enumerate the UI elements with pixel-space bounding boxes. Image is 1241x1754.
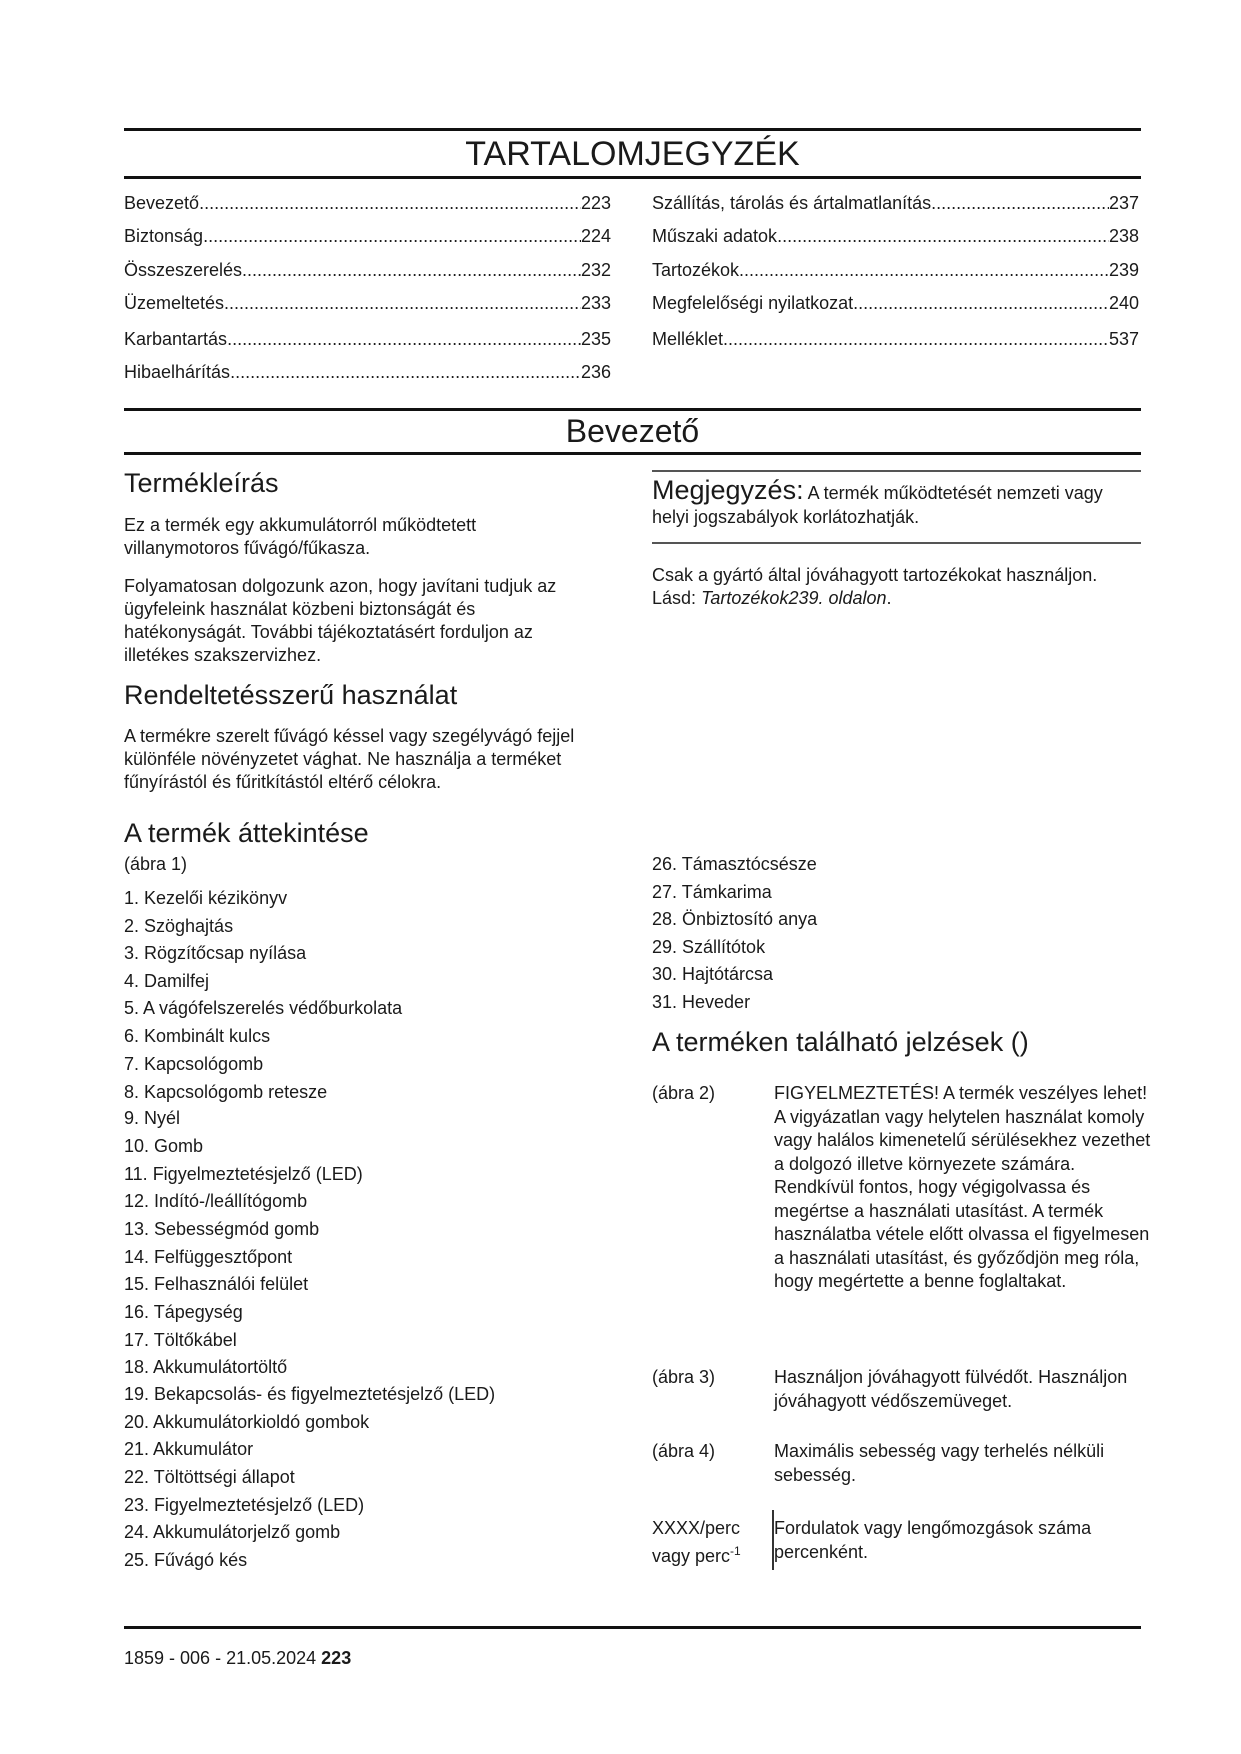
symbol-text-3: Maximális sebesség vagy terhelés nélküli sebesség.	[774, 1441, 1105, 1485]
symbol-label-4-line1: XXXX/perc	[652, 1518, 741, 1538]
overview-right-item-1: 26. Támasztócsésze	[652, 854, 817, 874]
overview-left-item-5: 5. A vágófelszerelés védőburkolata	[124, 998, 403, 1018]
overview-left-item-21: 21. Akkumulátor	[124, 1439, 254, 1459]
overview-left-item-19: 19. Bekapcsolás- és figyelmeztetésjelző (LED)	[124, 1384, 496, 1404]
toc-leader-dots	[739, 258, 1109, 282]
overview-left-item-6: 6. Kombinált kulcs	[124, 1026, 271, 1046]
overview-left-item-8: 8. Kapcsológomb retesze	[124, 1082, 328, 1102]
footer	[124, 1646, 351, 1670]
overview-left-item-15: 15. Felhasználói felület	[124, 1274, 309, 1294]
toc-bottom-rule	[124, 176, 1141, 179]
toc-entry-page: 237	[1108, 193, 1139, 213]
toc-leader-dots	[853, 291, 1109, 315]
symbol-label-3: (ábra 4)	[652, 1441, 716, 1461]
toc-entry-page: 236	[580, 362, 611, 382]
overview-left-item-16: 16. Tápegység	[124, 1302, 243, 1322]
note-top-rule	[652, 470, 1141, 472]
toc-entry-page: 240	[1108, 293, 1139, 313]
toc-entry-label: Bevezető	[124, 193, 200, 213]
overview-right-item-3: 28. Önbiztosító anya	[652, 909, 818, 929]
toc-entry-page: 232	[580, 260, 611, 280]
toc-entry-right-5[interactable]	[652, 327, 1139, 351]
toc-entry-page: 537	[1108, 329, 1139, 349]
toc-entry-page: 223	[580, 193, 611, 213]
toc-entry-left-3[interactable]	[124, 258, 611, 282]
symbol-label-4-line2: vagy perc$^{-1}$	[652, 1544, 741, 1566]
toc-leader-dots	[203, 224, 581, 248]
symbols-heading: A terméken található jelzések ()	[652, 1027, 1029, 1057]
toc-entry-right-4[interactable]	[652, 291, 1139, 315]
overview-left-item-9: 9. Nyél	[124, 1108, 181, 1128]
symbol-label-4	[652, 1517, 741, 1568]
toc-entry-label: Műszaki adatok	[652, 226, 778, 246]
toc-entry-left-1[interactable]	[124, 191, 611, 215]
overview-left-item-11: 11. Figyelmeztetésjelző (LED)	[124, 1164, 363, 1184]
toc-entry-right-2[interactable]	[652, 224, 1139, 248]
note-block	[652, 475, 1141, 529]
toc-entry-label: Szállítás, tárolás és ártalmatlanítás	[652, 193, 932, 213]
intended-use-heading: Rendeltetésszerű használat	[124, 680, 458, 710]
accessories-paragraph	[652, 564, 1141, 610]
toc-leader-dots	[931, 191, 1109, 215]
toc-entry-page: 239	[1108, 260, 1139, 280]
product-description-heading: Termékleírás	[124, 468, 279, 498]
overview-figure-ref: (ábra 1)	[124, 854, 188, 874]
note-lead: Megjegyzés:	[652, 475, 804, 505]
overview-left-item-12: 12. Indító-/leállítógomb	[124, 1191, 308, 1211]
overview-right-item-2: 27. Támkarima	[652, 882, 772, 902]
overview-left-item-23: 23. Figyelmeztetésjelző (LED)	[124, 1495, 365, 1515]
footer-doc-ref: 1859 - 006 - 21.05.2024	[124, 1648, 317, 1668]
toc-entry-label: Tartozékok	[652, 260, 740, 280]
symbol-text-2: Használjon jóváhagyott fülvédőt. Használjon jóváhagyott védőszemüveget.	[774, 1367, 1128, 1411]
toc-entry-left-4[interactable]	[124, 291, 611, 315]
toc-leader-dots	[777, 224, 1109, 248]
overview-left-item-1: 1. Kezelői kézikönyv	[124, 888, 288, 908]
overview-left-item-17: 17. Töltőkábel	[124, 1330, 237, 1350]
toc-entry-right-1[interactable]	[652, 191, 1139, 215]
overview-heading: A termék áttekintése	[124, 818, 369, 848]
accessories-end: .	[886, 588, 892, 608]
overview-right-item-6: 31. Heveder	[652, 992, 751, 1012]
toc-leader-dots	[227, 327, 581, 351]
footer-page-number: 223	[321, 1648, 352, 1668]
toc-entry-label: Üzemeltetés	[124, 293, 225, 313]
overview-left-item-14: 14. Felfüggesztőpont	[124, 1247, 293, 1267]
toc-entry-page: 233	[580, 293, 611, 313]
toc-entry-label: Karbantartás	[124, 329, 228, 349]
toc-title: TARTALOMJEGYZÉK	[465, 135, 800, 173]
intro-bottom-rule	[124, 452, 1141, 455]
overview-left-item-24: 24. Akkumulátorjelző gomb	[124, 1522, 341, 1542]
toc-entry-label: Megfelelőségi nyilatkozat	[652, 293, 854, 313]
overview-left-item-20: 20. Akkumulátorkioldó gombok	[124, 1412, 370, 1432]
overview-left-item-13: 13. Sebességmód gomb	[124, 1219, 320, 1239]
overview-left-item-18: 18. Akkumulátortöltő	[124, 1357, 288, 1377]
overview-left-item-3: 3. Rögzítőcsap nyílása	[124, 943, 307, 963]
toc-entry-page: 224	[580, 226, 611, 246]
toc-leader-dots	[199, 191, 581, 215]
toc-leader-dots	[723, 327, 1109, 351]
toc-entry-label: Összeszerelés	[124, 260, 243, 280]
symbol-text-1: FIGYELMEZTETÉS! A termék veszélyes lehet! A vigyázatlan vagy helytelen használat komoly vagy halálos kimenetelű sérülésekhez vezethet a dolgozó illetve környezete számára. Rendkívül fontos, hogy végigolvassa és megértse a használati utasítást. A termék használatba vétele előtt olvassa el figyelmesen a használati utasítást, és győződjön meg róla, hogy megértette a benne foglaltakat.	[774, 1083, 1151, 1291]
toc-entry-left-6[interactable]	[124, 360, 611, 384]
toc-entry-left-5[interactable]	[124, 327, 611, 351]
toc-entry-right-3[interactable]	[652, 258, 1139, 282]
overview-right-item-4: 29. Szállítótok	[652, 937, 766, 957]
toc-entry-label: Hibaelhárítás	[124, 362, 231, 382]
overview-left-item-10: 10. Gomb	[124, 1136, 204, 1156]
symbol-text-4: Fordulatok vagy lengőmozgások száma percenként.	[774, 1518, 1092, 1562]
toc-leader-dots	[230, 360, 581, 384]
symbol-label-2: (ábra 3)	[652, 1367, 716, 1387]
symbol-label-1: (ábra 2)	[652, 1083, 716, 1103]
toc-top-rule	[124, 128, 1141, 131]
toc-entry-page: 235	[580, 329, 611, 349]
toc-entry-left-2[interactable]	[124, 224, 611, 248]
overview-right-item-5: 30. Hajtótárcsa	[652, 964, 774, 984]
overview-left-item-7: 7. Kapcsológomb	[124, 1054, 264, 1074]
note-text: A termék működtetését nemzeti vagy helyi jogszabályok korlátozhatják.	[652, 483, 1103, 527]
accessories-link[interactable]: Tartozékok239. oldalon	[701, 588, 887, 608]
product-description-p2: Folyamatosan dolgozunk azon, hogy javítani tudjuk az ügyfeleink használat közbeni biztonságát és hatékonyságát. További tájékoztatásért forduljon az illetékes szakszervizhez.	[124, 576, 557, 665]
symbol-label-4-sup: -1	[730, 1544, 741, 1558]
overview-left-item-22: 22. Töltöttségi állapot	[124, 1467, 295, 1487]
intro-title: Bevezető	[565, 413, 700, 449]
footer-rule	[124, 1626, 1141, 1629]
overview-left-item-4: 4. Damilfej	[124, 971, 210, 991]
accessories-text: Csak a gyártó által jóváhagyott tartozékokat használjon. Lásd:	[652, 565, 1098, 608]
overview-left-item-25: 25. Fűvágó kés	[124, 1550, 248, 1570]
toc-entry-label: Melléklet	[652, 329, 724, 349]
product-description-p1: Ez a termék egy akkumulátorról működtetett villanymotoros fűvágó/fűkasza.	[124, 515, 477, 558]
note-bottom-rule	[652, 542, 1141, 544]
toc-entry-label: Biztonság	[124, 226, 204, 246]
toc-leader-dots	[224, 291, 581, 315]
toc-entry-page: 238	[1108, 226, 1139, 246]
toc-leader-dots	[242, 258, 581, 282]
overview-left-item-2: 2. Szöghajtás	[124, 916, 234, 936]
intended-use-p1: A termékre szerelt fűvágó késsel vagy szegélyvágó fejjel különféle növényzetet vághat. Ne használja a terméket fűnyírástól és fűritkítástól eltérő célokra.	[124, 726, 575, 792]
